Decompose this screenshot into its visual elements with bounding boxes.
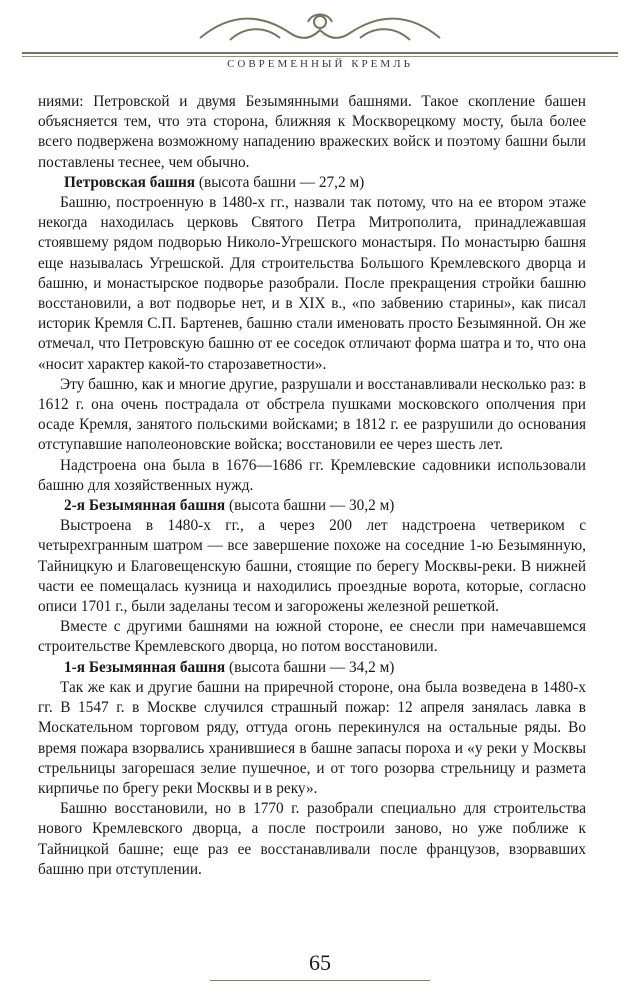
- header-ornament: [190, 8, 450, 50]
- paragraph: ниями: Петровской и двумя Безымянными башнями. Такое скопление башен объясняется тем, что эта сторона, ближняя к Москворецкому мосту, была более всего подвержена возможному нападению вражеских войск и поэтому башни были поставлены теснее, чем обычно.: [38, 93, 586, 171]
- paragraph: Надстроена она была в 1676—1686 гг. Кремлевские садовники использовали башню для хозяйственных нужд.: [38, 456, 586, 494]
- section-heading: [38, 496, 586, 516]
- footer-rule: [210, 980, 430, 981]
- page-text: [38, 92, 586, 880]
- section-heading: [38, 173, 586, 193]
- paragraph: Башню восстановили, но в 1770 г. разобрали специально для строительства нового Кремлевского дворца, а после построили заново, но уже поближе к Тайницкой башне; еще раз ее восстанавливали после французов, взорвавших башню при отступлении.: [38, 800, 586, 878]
- paragraph: Башню, построенную в 1480-х гг., назвали так потому, что на ее втором этаже некогда находилась церковь Святого Петра Митрополита, принадлежавшая стоявшему рядом подворью Николо-Угрешского монастыря. По монастырю башня еще называлась Угрешской. Для строительства Большого Кремлевского дворца и башню, и монастырское подворье разобрали. После прекращения стройки башню восстановили, а вот подворье нет, и в XIX в., «по забвению старины», как писал историк Кремля С.П. Бартенев, башню стали именовать просто Безымянной. Он же отмечал, что Петровскую башню от ее соседок отличают форма шатра и то, что она «носит характер какой-то старозаветности».: [38, 194, 586, 373]
- heading-title: 1-я Безымянная башня: [64, 658, 226, 676]
- heading-note: (высота башни — 30,2 м): [229, 497, 395, 515]
- paragraph: Выстроена в 1480-х гг., а через 200 лет надстроена четвериком с четырехгранным шатром — все завершение похоже на соседние 1-ю Безымянную, Тайницкую и Благовещенскую башни, стоящие по берегу Москвы-реки. В нижней части ее помещалась кузница и находились проездные ворота, которые, согласно описи 1701 г., были заделаны тесом и загорожены железной решеткой.: [38, 517, 586, 616]
- heading-note: (высота башни — 34,2 м): [229, 658, 395, 676]
- heading-title: 2-я Безымянная башня: [64, 497, 226, 515]
- header-rule: [22, 52, 618, 54]
- paragraph: Вместе с другими башнями на южной стороне, ее снесли при намечавшемся строительстве Кремлевского дворца, но потом восстановили.: [38, 618, 586, 656]
- paragraph: Эту башню, как и многие другие, разрушали и восстанавливали несколько раз: в 1612 г. она очень пострадала от обстрела пушками московского ополчения при осаде Кремля, занятого польскими войсками; в 1812 г. ее разрушили до основания отступавшие наполеоновские войска; восстановили ее через шесть лет.: [38, 375, 586, 454]
- header-rule-thin: [22, 56, 618, 57]
- page-number: 65: [309, 950, 331, 975]
- heading-title: Петровская башня: [64, 173, 196, 191]
- paragraph: Так же как и другие башни на приречной стороне, она была возведена в 1480-х гг. В 1547 г. в Москве случился страшный пожар: 12 апреля занялась лавка в Москательном торговом ряду, оттуда огонь перекинулся на остальные ряды. Во время пожара взорвались хранившиеся в башне запасы пороха и «у реки у Москвы стрельницы загорешася зелие пушечное, и от того розорва стрельницу и размета кирпичье по брегу реки Москвы и в реку».: [38, 678, 586, 797]
- running-head: СОВРЕМЕННЫЙ КРЕМЛЬ: [227, 58, 413, 70]
- heading-note: (высота башни — 27,2 м): [198, 173, 365, 191]
- section-heading: [38, 658, 586, 678]
